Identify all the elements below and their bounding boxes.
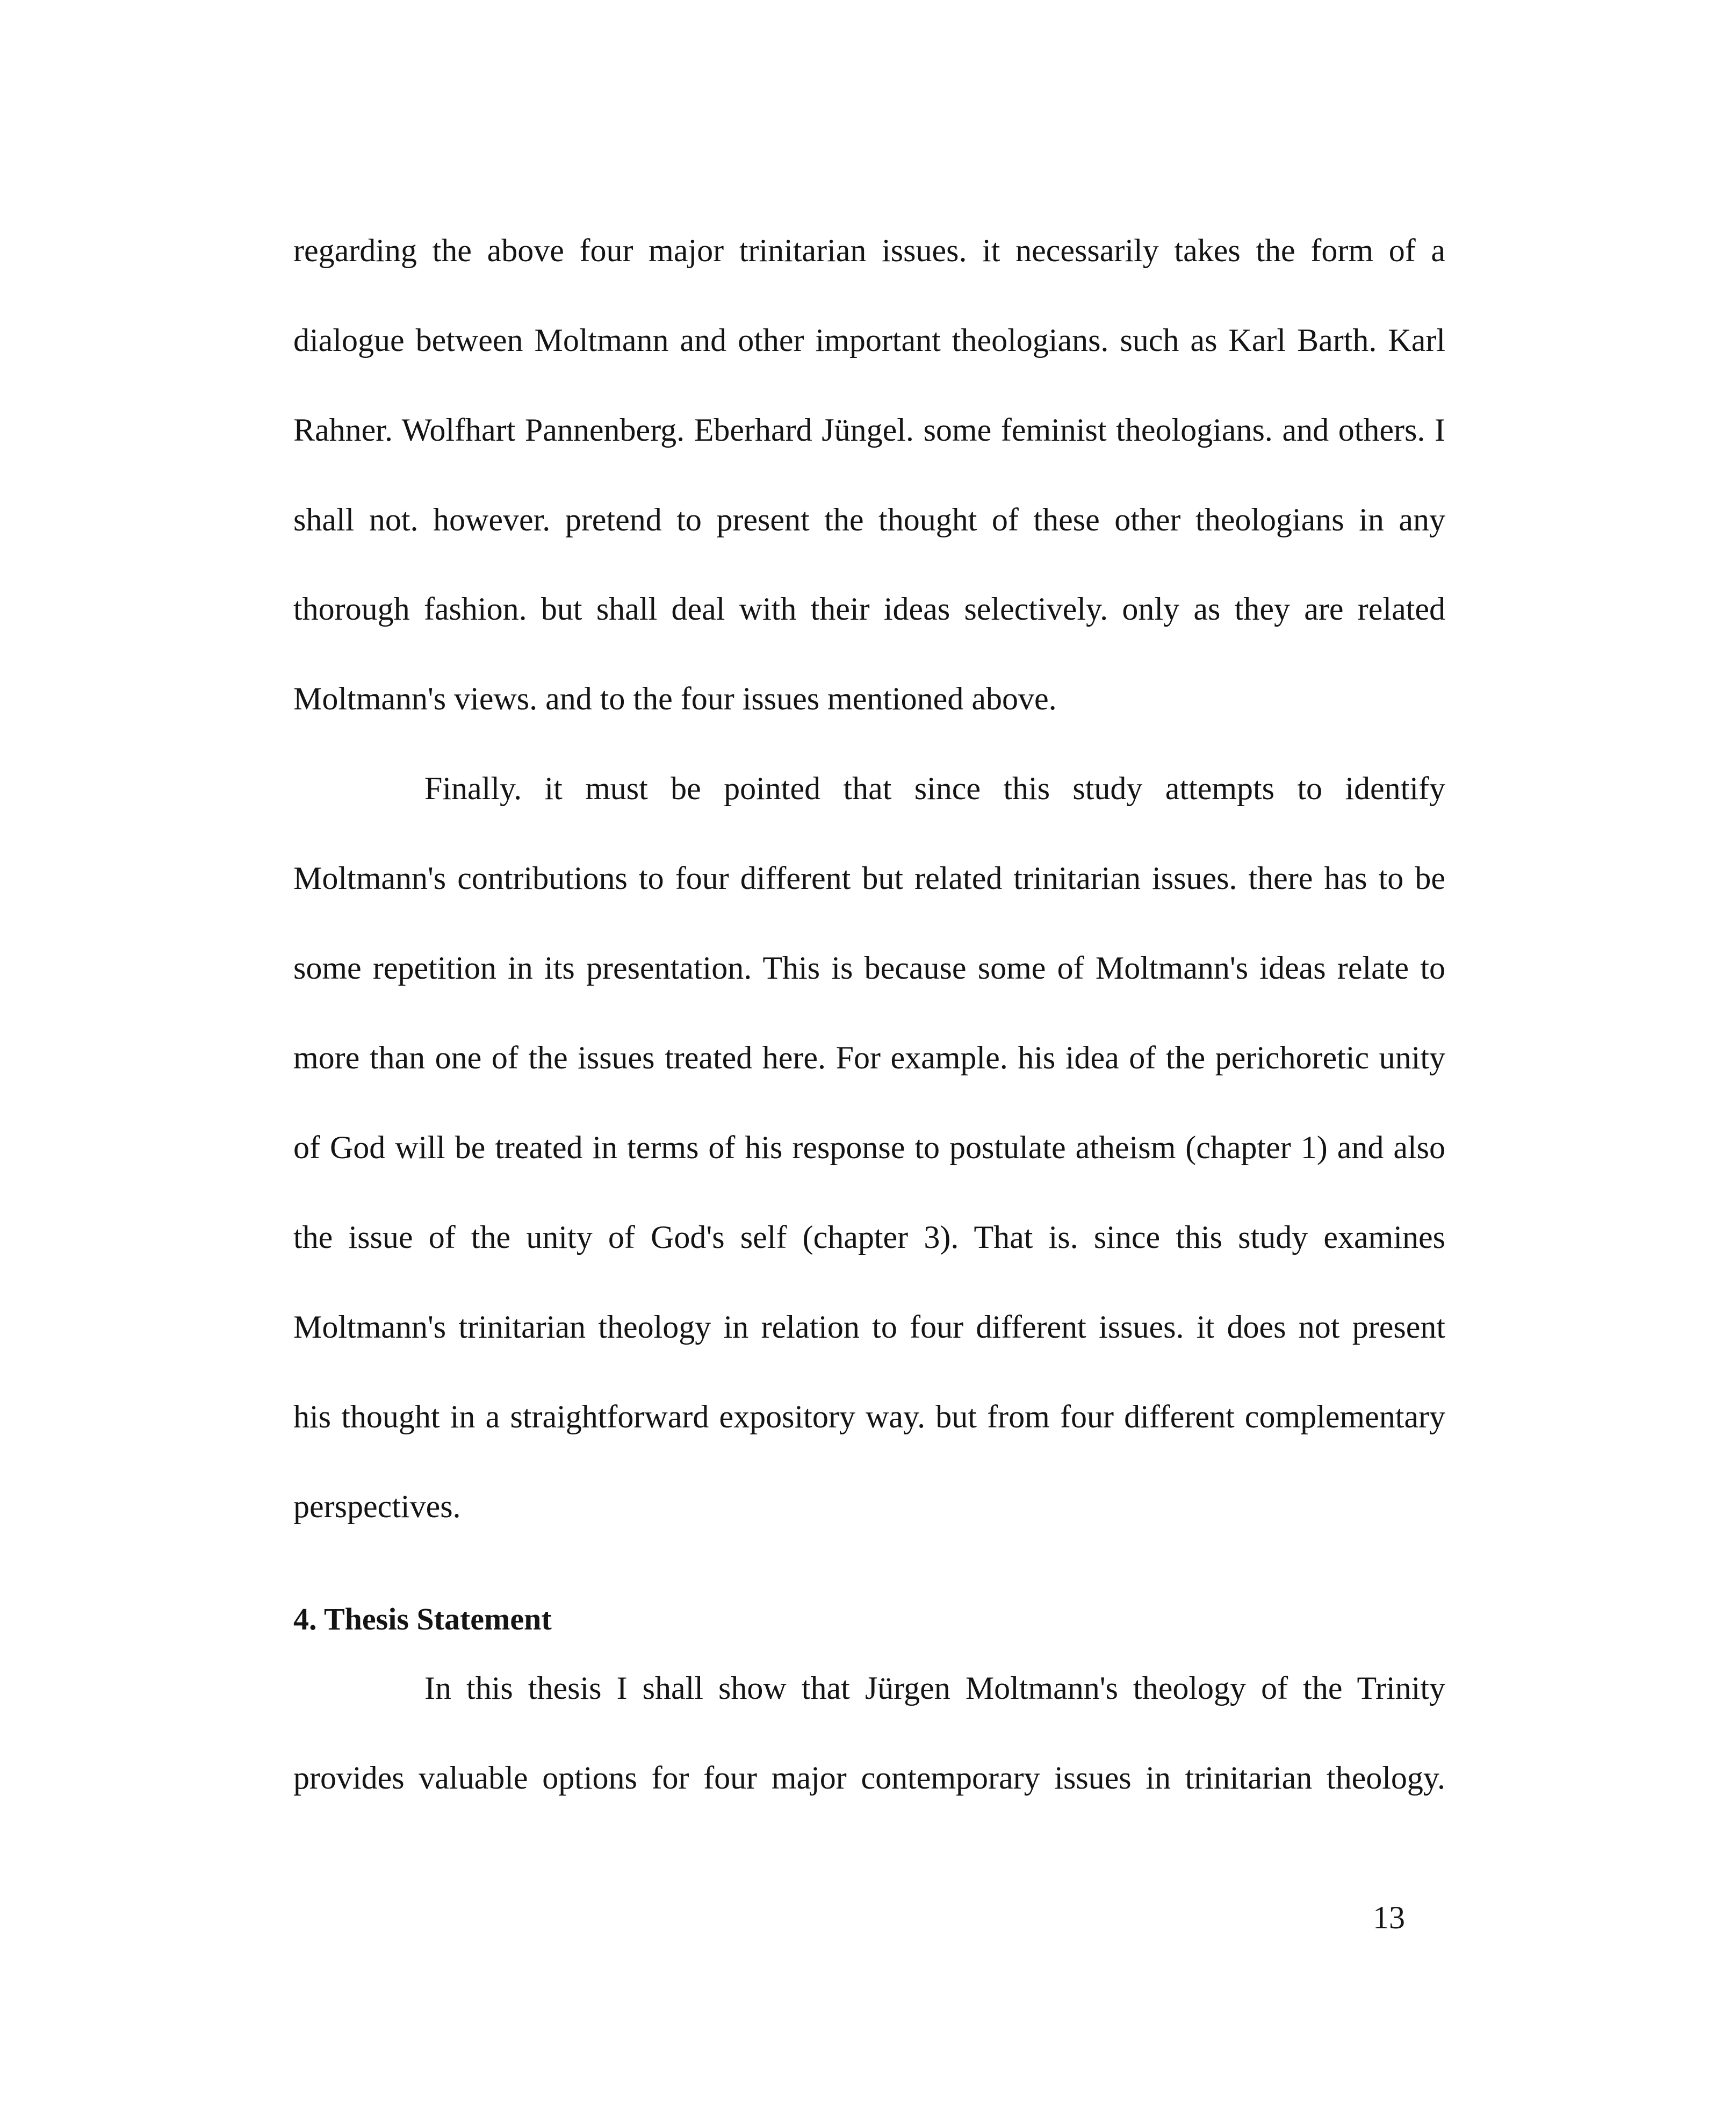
text-line: the issue of the unity of God's self (chapter 3). That is. since this study examines [293, 1219, 1445, 1255]
text-line: dialogue between Moltmann and other important theologians. such as Karl Barth. Karl [293, 322, 1445, 358]
text-line: Moltmann's trinitarian theology in relation to four different issues. it does not present [293, 1309, 1445, 1345]
page-number: 13 [1373, 1900, 1405, 1935]
text-line: of God will be treated in terms of his response to postulate atheism (chapter 1) and also [293, 1130, 1445, 1165]
text-line: regarding the above four major trinitarian issues. it necessarily takes the form of a [293, 233, 1445, 268]
text-line: Finally. it must be pointed that since this study attempts to identify [424, 771, 1445, 806]
text-line: Rahner. Wolfhart Pannenberg. Eberhard Jüngel. some feminist theologians. and others. I [293, 412, 1445, 448]
text-line: perspectives. [293, 1489, 461, 1524]
section-heading: 4. Thesis Statement [293, 1602, 552, 1636]
text-line: more than one of the issues treated here. For example. his idea of the perichoretic unity [293, 1040, 1445, 1075]
text-line: In this thesis I shall show that Jürgen Moltmann's theology of the Trinity [424, 1670, 1445, 1706]
text-line: Moltmann's contributions to four different but related trinitarian issues. there has to be [293, 860, 1445, 896]
text-line: his thought in a straightforward expository way. but from four different complementary [293, 1399, 1445, 1434]
text-line: thorough fashion. but shall deal with their ideas selectively. only as they are related [293, 591, 1445, 627]
text-line: provides valuable options for four major contemporary issues in trinitarian theology. [293, 1760, 1445, 1796]
text-line: Moltmann's views. and to the four issues mentioned above. [293, 681, 1057, 716]
text-line: shall not. however. pretend to present the thought of these other theologians in any [293, 502, 1445, 537]
text-line: some repetition in its presentation. This is because some of Moltmann's ideas relate to [293, 950, 1445, 986]
